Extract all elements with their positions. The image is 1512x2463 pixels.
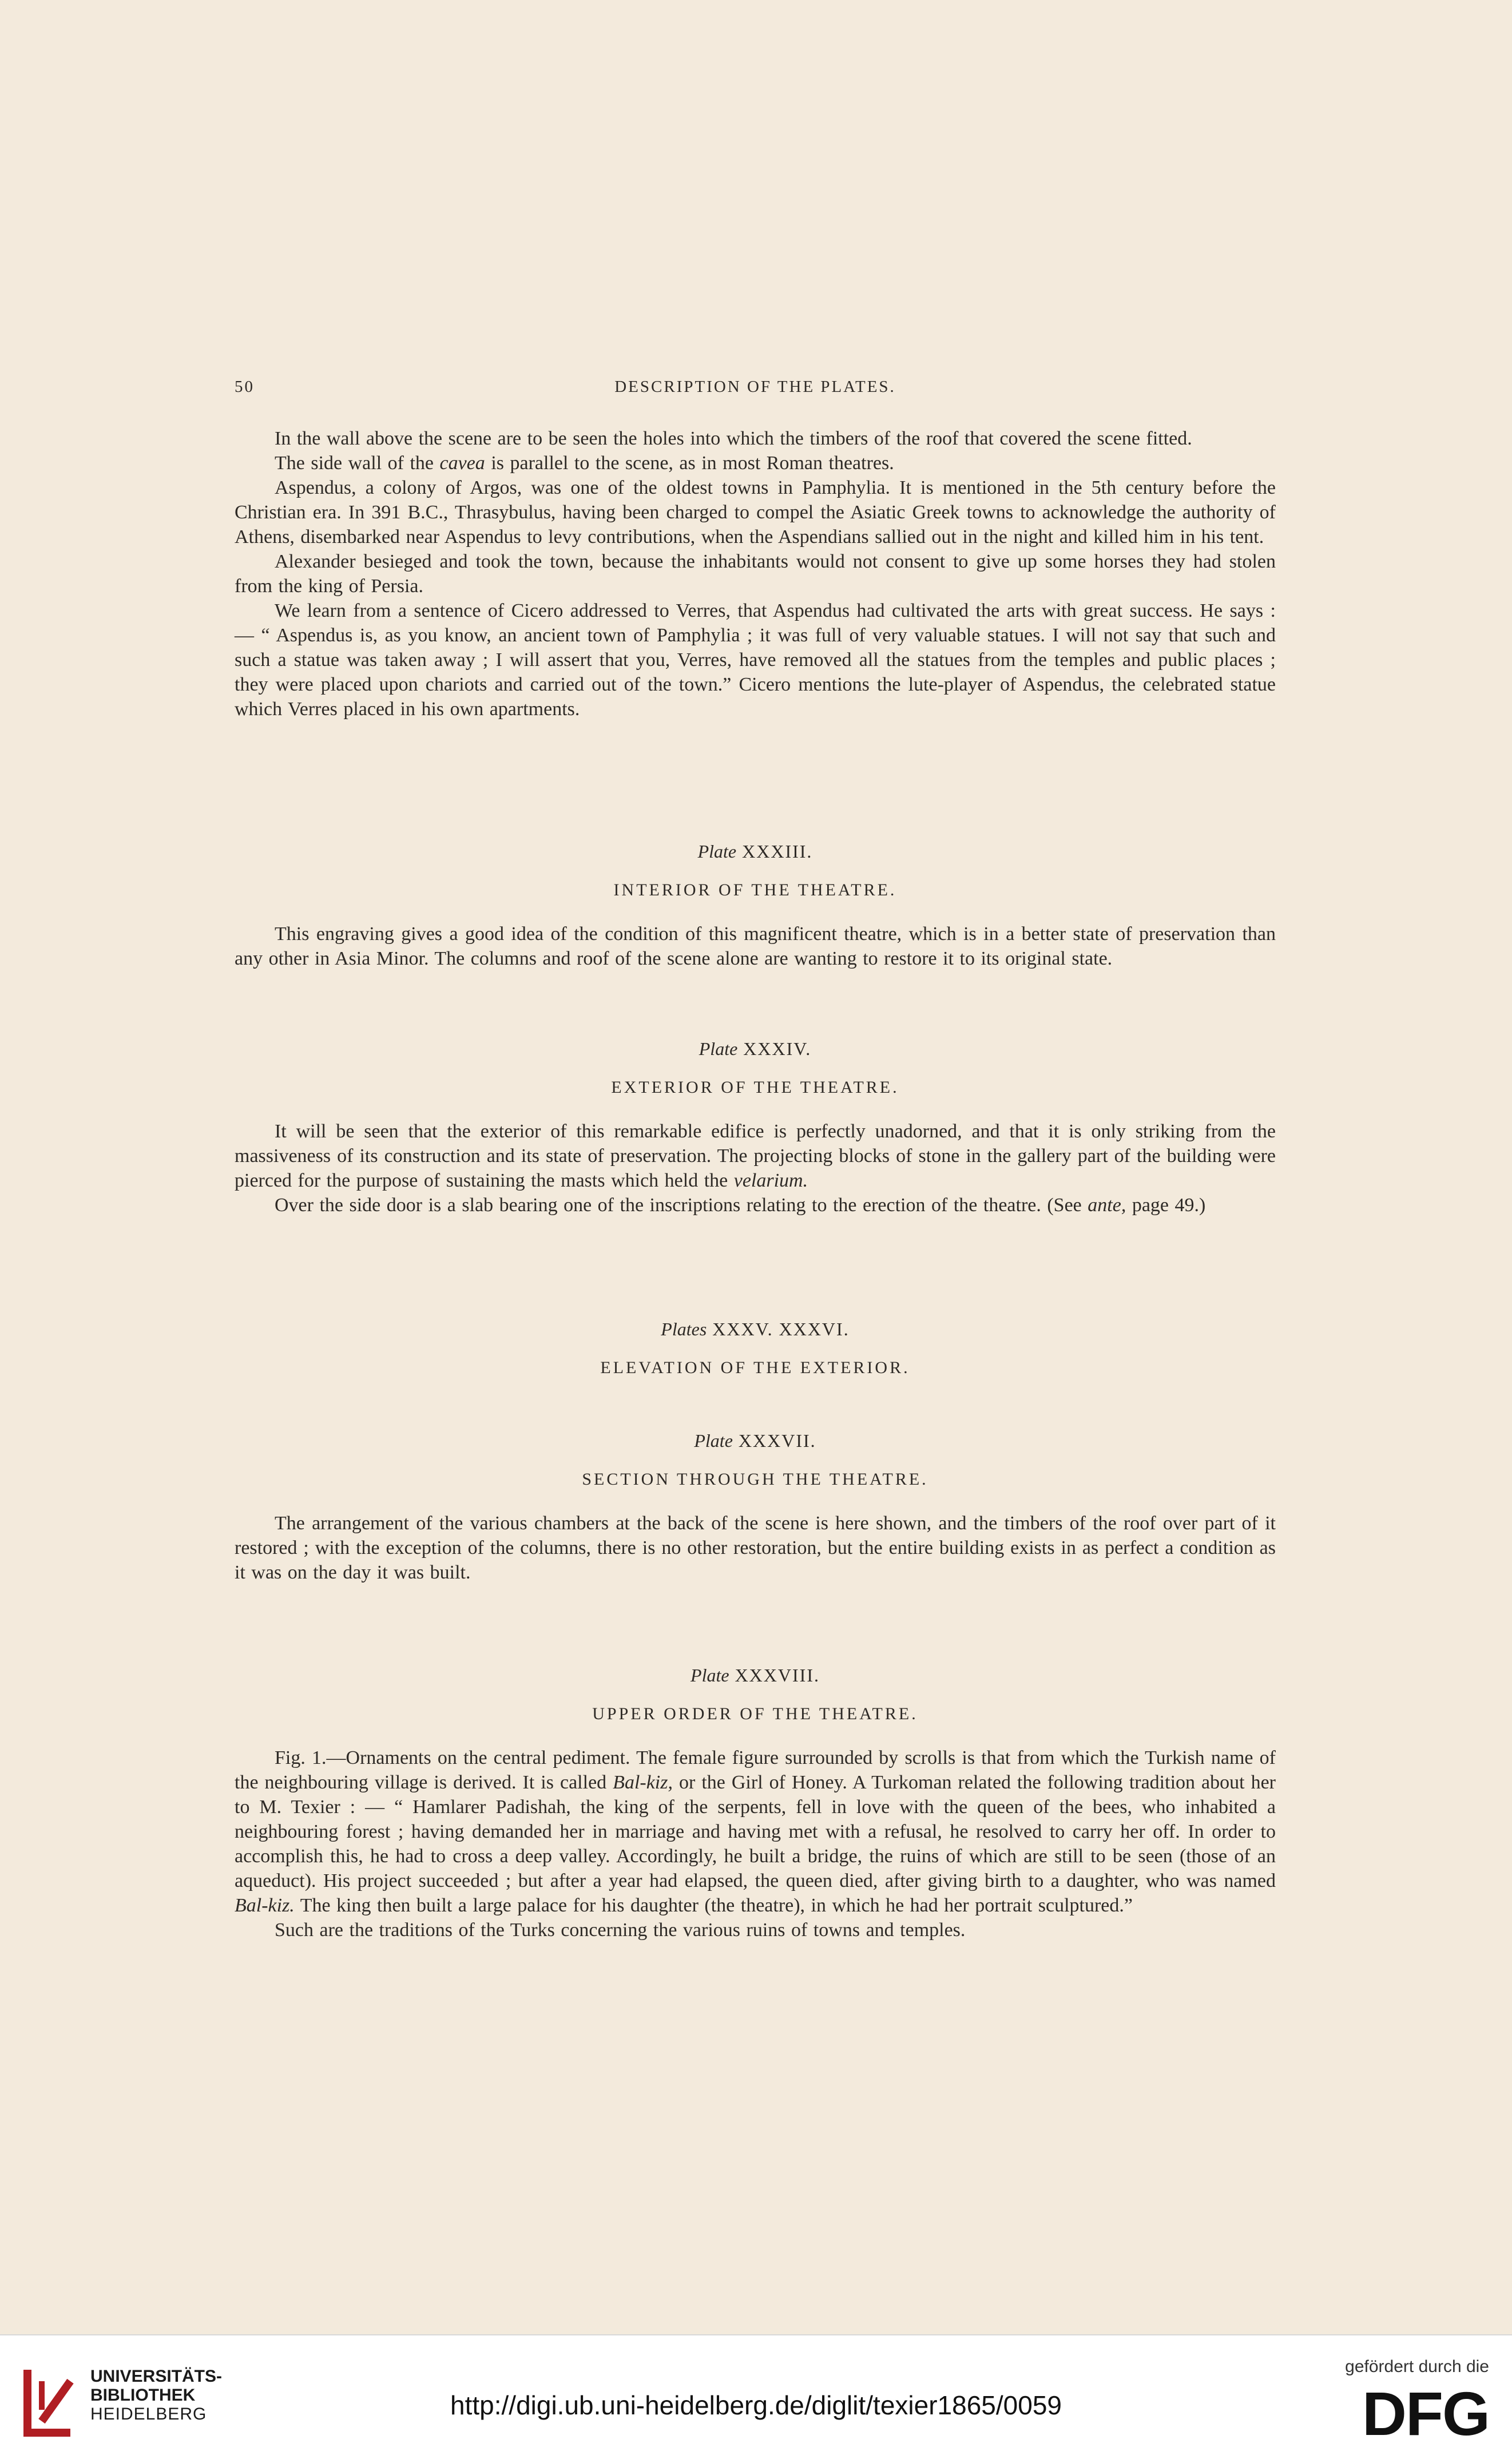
plate-label: Plate XXXIII. xyxy=(697,841,813,862)
plate-section-xxxiii xyxy=(235,841,1276,971)
plate-section-xxxv-xxxvi xyxy=(235,1319,1276,1378)
paragraph: In the wall above the scene are to be seen the holes into which the timbers of the roof that covered the scene fitted. xyxy=(275,428,1192,449)
plate-label: Plate XXXVIII. xyxy=(690,1665,820,1685)
paragraph: The side wall of the cavea is parallel to the scene, as in most Roman theatres. xyxy=(275,453,894,474)
section-heading: UPPER ORDER OF THE THEATRE. xyxy=(592,1704,918,1723)
paragraph: Alexander besieged and took the town, because the inhabitants would not consent to give up some horses they had stolen from the king of Persia. xyxy=(235,551,1276,597)
section-heading: SECTION THROUGH THE THEATRE. xyxy=(582,1470,928,1489)
plate-label: Plate XXXIV. xyxy=(699,1038,812,1059)
section-heading: INTERIOR OF THE THEATRE. xyxy=(613,881,897,899)
digitization-footer xyxy=(0,2334,1512,2463)
paragraph: Over the side door is a slab bearing one of the inscriptions relating to the erection of the theatre. (See ante, page 49.) xyxy=(275,1195,1206,1216)
plate-label: Plate XXXVII. xyxy=(694,1430,816,1451)
paragraph: Aspendus, a colony of Argos, was one of the oldest towns in Pamphylia. It is mentioned in the 5th century before the Christian era. In 391 B.C., Thrasybulus, having been charged to compel the Asiatic Greek towns to acknowledge the authority of Athens, disembarked near Aspendus to levy contributions, when the Aspendians sallied out in the night and killed him in his tent. xyxy=(235,477,1276,548)
page-number: 50 xyxy=(235,378,255,396)
plate-label: Plates XXXV. XXXVI. xyxy=(661,1319,850,1339)
paragraph: Fig. 1.—Ornaments on the central pediment. The female figure surrounded by scrolls is that from which the Turkish name of the neighbouring village is derived. It is called Bal-kiz, or the Girl of Honey. A Turkoman related the following tradition about her to M. Texier : — “ Hamlarer Padishah, the king of the serpents, fell in love with the queen of the bees, who inhabited a neighbouring forest ; having demanded her in marriage and having met with a refusal, he resolved to carry her off. In order to accomplish this, he had to cross a deep valley. Accordingly, he built a bridge, the ruins of which are still to be seen (those of an aqueduct). His project succeeded ; but after a year had elapsed, the queen died, after giving birth to a daughter, who was named Bal-kiz. The king then built a large palace for his daughter (the theatre), in which he had her portrait sculptured.” xyxy=(235,1747,1276,1916)
page-header xyxy=(235,378,1276,400)
running-title: DESCRIPTION OF THE PLATES. xyxy=(614,378,896,396)
dfg-logo: DFG xyxy=(1362,2379,1489,2448)
paragraph: The arrangement of the various chambers at the back of the scene is here shown, and the timbers of the roof over part of it restored ; with the exception of the columns, there is no other restoration, but the entire building exists in as perfect a condition as it was on the day it was built. xyxy=(235,1513,1276,1583)
source-url-link[interactable]: http://digi.ub.uni-heidelberg.de/diglit/texier1865/0059 xyxy=(450,2390,1062,2420)
plate-section-xxxviii xyxy=(235,1665,1276,1942)
plate-section-xxxvii xyxy=(235,1430,1276,1585)
intro-section xyxy=(235,426,1276,721)
paragraph: We learn from a sentence of Cicero addressed to Verres, that Aspendus had cultivated the arts with great success. He says : — “ Aspendus is, as you know, an ancient town of Pamphylia ; it was full of very valuable statues. I will not say that such and such a statue was taken away ; I will assert that you, Verres, have removed all the statues from the temples and public places ; they were placed upon chariots and carried out of the town.” Cicero mentions the lute-player of Aspendus, the celebrated statue which Verres placed in his own apartments. xyxy=(235,600,1276,720)
library-name: UNIVERSITÄTS- BIBLIOTHEK HEIDELBERG xyxy=(90,2367,223,2424)
section-heading: ELEVATION OF THE EXTERIOR. xyxy=(600,1358,910,1377)
plate-section-xxxiv xyxy=(235,1038,1276,1217)
section-heading: EXTERIOR OF THE THEATRE. xyxy=(611,1078,899,1097)
paragraph: Such are the traditions of the Turks concerning the various ruins of towns and temples. xyxy=(275,1919,966,1941)
funding-note: gefördert durch die xyxy=(1345,2357,1489,2376)
paragraph: This engraving gives a good idea of the condition of this magnificent theatre, which is in a better state of preservation than any other in Asia Minor. The columns and roof of the scene alone are wanting to restore it to its original state. xyxy=(235,923,1276,969)
paragraph: It will be seen that the exterior of this remarkable edifice is perfectly unadorned, and that it is only striking from the massiveness of its construction and its state of preservation. The projecting blocks of stone in the gallery part of the building were pierced for the purpose of sustaining the masts which held the velarium. xyxy=(235,1121,1276,1191)
